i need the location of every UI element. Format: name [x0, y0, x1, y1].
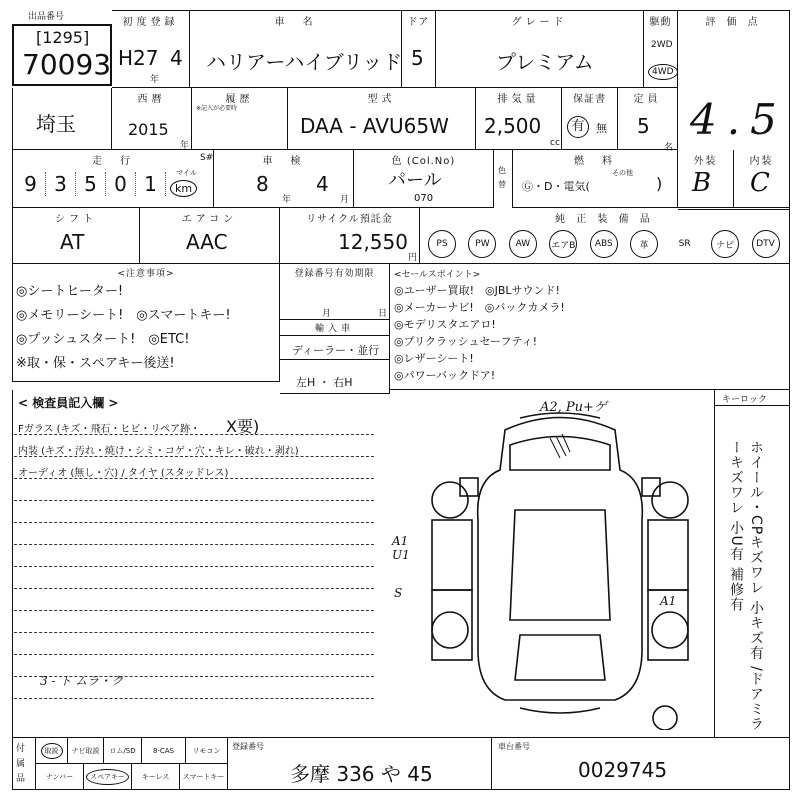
drive-label: 駆動 [649, 17, 672, 28]
mileage-digit: 1 [136, 172, 166, 196]
audio-line: オーディオ (無し・穴) / タイヤ (スタッドレス) [18, 468, 229, 479]
cc-unit: cc [550, 138, 560, 148]
sales-line: ◎レザーシート! [394, 352, 474, 365]
equipment-4: ABS [590, 230, 618, 258]
dash-line [14, 456, 374, 457]
color-change-label: 色替 [498, 166, 506, 189]
score-label: 評 価 点 [705, 17, 762, 28]
interior-line: 内装 (キズ・汚れ・焼け・シミ・コゲ・穴・キレ・破れ・剥れ) [18, 446, 299, 457]
history-note: ※記入が必要時 [196, 105, 238, 112]
first-reg-month: 4 [170, 46, 183, 70]
glass-hand: X要) [226, 417, 260, 436]
dash-line [14, 698, 374, 699]
caution-line: ※取・保・スペアキー後送! [16, 356, 175, 371]
equipment-row [424, 230, 788, 258]
dash-line [14, 544, 374, 545]
sales-line: ◎モデリスタエアロ! [394, 318, 496, 331]
accessory-item [132, 764, 180, 790]
caution-line: ◎シートヒーター! [16, 284, 124, 299]
plate-day: 日 [378, 309, 388, 319]
year-suffix: 年 [180, 141, 190, 151]
side-divider [714, 406, 715, 738]
accessory-item [142, 738, 186, 764]
inspection-month-suffix: 月 [340, 195, 350, 205]
mileage-digit: 0 [106, 172, 136, 196]
color-code: 070 [414, 193, 434, 204]
accessory-item [180, 764, 228, 790]
accessory-item [36, 764, 84, 790]
accessory-label: リモコン [192, 746, 221, 755]
caution-label: <注意事項> [117, 269, 175, 279]
plate-month: 月 [322, 309, 332, 319]
diagram-note-right: A1 [660, 594, 677, 608]
mileage-digit: 3 [46, 172, 76, 196]
fuel-other: その他 [612, 169, 633, 177]
interior-grade: C [750, 168, 770, 198]
capacity-suffix: 名 [664, 143, 674, 153]
caution-line: ◎メモリーシート! ◎スマートキー! [16, 308, 231, 323]
drive-2wd: 2WD [651, 40, 673, 50]
first-reg-era: H27 [118, 46, 159, 70]
model: DAA - AVU65W [300, 114, 449, 138]
mile-label: マイル [176, 169, 197, 177]
dash-line [14, 500, 374, 501]
capacity-label: 定員 [633, 94, 662, 105]
dash-line [14, 566, 374, 567]
diagram-note-top: A2, Pu+ゲ [540, 400, 607, 415]
accessory-item [36, 738, 68, 764]
chassis-number: 0029745 [578, 758, 668, 782]
lot-label: 出品番号 [28, 12, 65, 22]
diagram-note-left2: U1 [392, 548, 410, 562]
ac-label: エアコン [181, 214, 238, 225]
chassis-label: 車台番号 [498, 742, 530, 751]
warranty-yes: 有 [567, 116, 589, 138]
accessories-label: 付属品 [16, 744, 26, 784]
car-name: ハリアーハイブリッド [206, 50, 403, 74]
shift-label: シフト [55, 214, 97, 225]
sales-line: ◎パワーバックドア! [394, 369, 496, 382]
reg-number: 多摩 336 や 45 [290, 762, 433, 786]
side-notes: ホイール・CPキズワレ 小キズ有 /ドアミラーキズワレ 小U有 補修有 [728, 440, 764, 732]
accessory-label: ナンバー [45, 772, 74, 781]
inspection-label: 車 検 [262, 156, 305, 167]
warranty-no: 無 [596, 122, 607, 135]
capacity: 5 [637, 114, 650, 138]
dash-line [14, 434, 374, 435]
color-label: 色 (Col.No) [391, 156, 456, 167]
recycle-label: リサイクル預託金 [306, 214, 393, 225]
accessory-item [84, 764, 132, 790]
inspection-year: 8 [256, 172, 269, 196]
import-label: 輸入車 [314, 324, 354, 334]
equipment-label: 純 正 装 備 品 [555, 214, 654, 225]
reg-label: 登録番号 [232, 742, 264, 751]
equipment-3: エアB [549, 230, 577, 258]
sales-lines [394, 282, 788, 384]
dash-line [14, 654, 374, 655]
year-label: 西暦 [137, 94, 166, 105]
sales-line: ◎ユーザー買取! ◎JBLサウンド! [394, 284, 560, 297]
lot-bracket: [1295] [36, 28, 90, 47]
accessory-label: 取説 [41, 743, 63, 759]
doors: 5 [411, 46, 424, 70]
doors-label: ドア [407, 17, 430, 28]
dash-line [14, 522, 374, 523]
grade-label: グレード [511, 17, 568, 28]
equipment-7: ナビ [711, 230, 739, 258]
accessory-item [104, 738, 142, 764]
equipment-2: AW [509, 230, 537, 258]
accessory-label: キーレス [141, 772, 170, 781]
dash-line [14, 588, 374, 589]
equipment-5: 革 [630, 230, 658, 258]
drive-4wd: 4WD [648, 64, 678, 80]
car-name-label: 車 名 [274, 17, 317, 28]
history-cell [192, 88, 288, 150]
prefecture: 埼玉 [36, 112, 76, 136]
dash-line [14, 478, 374, 479]
accessory-label: ナビ取説 [71, 746, 100, 755]
plate-expiry-cell [280, 264, 390, 320]
inspection-year-suffix: 年 [282, 195, 292, 205]
fuel-close: ) [656, 174, 663, 193]
accessory-item [68, 738, 104, 764]
first-reg-label: 初度登録 [122, 17, 179, 28]
fuel-options: Ⓖ・D・電気( [522, 180, 590, 193]
mileage-digit: 9 [16, 172, 46, 196]
ac: AAC [186, 230, 228, 254]
glass-line: Fガラス (キズ・飛石・ヒビ・リペア跡・ [18, 424, 201, 435]
displacement-label: 排気量 [497, 94, 540, 105]
hand-note-bottom: 3 - ト ムラ・ク [40, 674, 124, 688]
sales-label: <セールスポイント> [394, 270, 481, 280]
sales-line: ◎プリクラッシュセーフティ! [394, 335, 538, 348]
km-label: km [170, 180, 197, 197]
diagram-note-left1: A1 [392, 534, 409, 548]
dash-line [14, 610, 374, 611]
equipment-0: PS [428, 230, 456, 258]
inspector-title: < 検査員記入欄 > [18, 396, 119, 410]
mileage-digits [16, 172, 166, 202]
first-reg-suffix: 年 [150, 75, 160, 85]
score: 4.5 [690, 95, 787, 144]
recycle: 12,550 [338, 230, 408, 254]
equipment-1: PW [468, 230, 496, 258]
steering: 左H ・ 右H [296, 376, 353, 389]
sales-line: ◎メーカーナビ! ◎バックカメラ! [394, 301, 565, 314]
grade: プレミアム [496, 50, 594, 74]
equipment-8: DTV [752, 230, 780, 258]
exterior-grade: B [692, 168, 712, 198]
mileage-digit: 5 [76, 172, 106, 196]
displacement: 2,500 [484, 114, 542, 138]
import-cell [280, 320, 390, 336]
accessory-label: 8-CAS [152, 746, 175, 755]
accessory-label: スマートキー [182, 772, 225, 781]
dash-line [14, 632, 374, 633]
car-diagram [410, 400, 710, 730]
inspection-month: 4 [316, 172, 329, 196]
accessory-label: スペアキー [86, 769, 129, 785]
year: 2015 [128, 120, 169, 139]
caution-lines [16, 280, 278, 376]
recycle-unit: 円 [408, 253, 418, 263]
model-label: 型式 [367, 94, 396, 105]
shift: AT [60, 230, 85, 254]
equipment-6: SR [678, 239, 691, 249]
accessories-grid [36, 738, 228, 790]
lot-number: 70093 [22, 48, 112, 81]
exterior-label: 外装 [693, 156, 718, 167]
fuel-label: 燃 料 [574, 156, 616, 167]
plate-expiry-label: 登録番号有効期限 [294, 269, 375, 279]
keylock-label: キーロック [722, 395, 767, 405]
accessory-item [186, 738, 228, 764]
history-label: 履歴 [225, 94, 254, 105]
accessory-label: ロム/SD [109, 746, 136, 755]
caution-line: ◎プッシュスタート! ◎ETC! [16, 332, 190, 347]
color: パール [388, 170, 442, 191]
interior-label: 内装 [749, 156, 774, 167]
dealer: ディーラー・並行 [292, 344, 380, 357]
diagram-note-left3: S [394, 586, 403, 600]
warranty-label: 保証書 [573, 94, 606, 105]
s-label: S# [200, 153, 214, 163]
mileage-label: 走 行 [92, 156, 134, 167]
